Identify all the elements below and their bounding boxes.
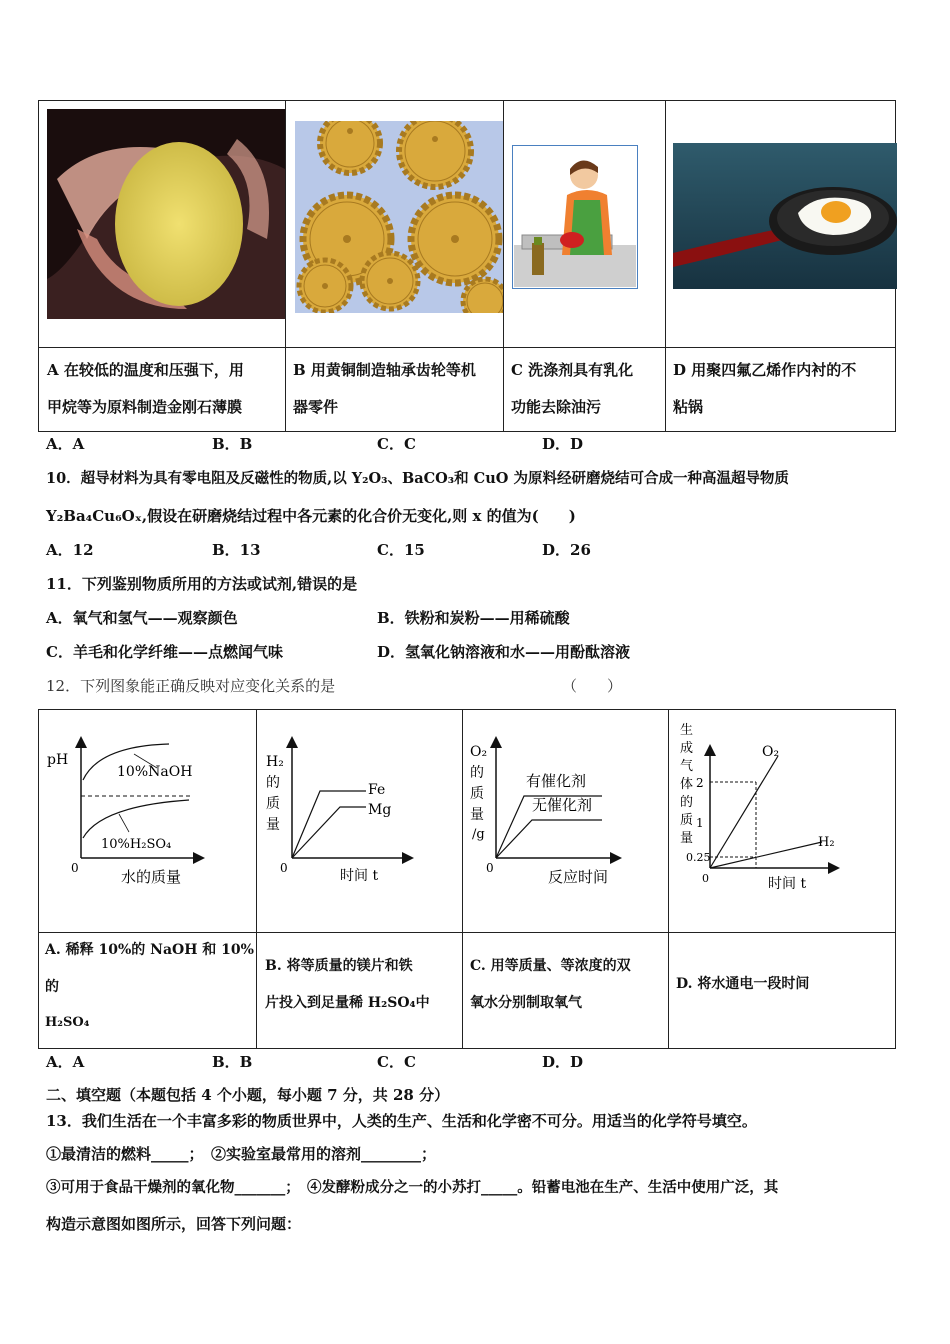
graph-c-ylabel-0: O₂ [470,744,488,760]
graph-a-label-naoh: 10%NaOH [117,764,193,780]
graph-d-ylabel-5: 质 [680,813,694,828]
q12-caption-b-line1: B. 将等质量的镁片和铁 [265,958,413,974]
q10-stem-line2: Y₂Ba₄Cu₆Oₓ,假设在研磨烧结过程中各元素的化合价无变化,则 x 的值为( ) [46,507,576,525]
graph-d-label-h2: H₂ [818,835,835,850]
graph-b-xlabel: 时间 t [340,868,379,884]
graph-d-ylabel-0: 生 [680,723,694,738]
graph-a [39,710,256,932]
graph-b-label-fe: Fe [368,782,386,798]
q9-cell-d-line2: 粘锅 [673,398,704,416]
graph-d-line-h2 [710,842,822,868]
q9-cell-c-line2: 功能去除油污 [511,398,602,416]
graph-c-xlabel: 反应时间 [548,868,609,886]
graph-d-origin: 0 [702,872,709,885]
q12-caption-d-line1: D. 将水通电一段时间 [676,976,810,992]
q12-answer-bracket: （ ） [562,677,623,695]
q12-caption-c-line2: 氧水分别制取氧气 [470,995,582,1011]
q11-stem: 11．下列鉴别物质所用的方法或试剂,错误的是 [46,575,358,593]
q10-option-b[interactable]: B．13 [212,541,261,559]
q10-stem-line1: 10．超导材料为具有零电阻及反磁性的物质,以 Y₂O₃、BaCO₃和 CuO 为原料经研磨烧结可合成一种高温超导物质 [46,470,789,487]
graph-b-ylabel-3: 量 [266,817,280,833]
q11-option-a[interactable]: A．氧气和氢气——观察颜色 [46,609,238,627]
graph-d-ylabel-4: 的 [680,795,694,810]
q12-option-b[interactable]: B．B [212,1053,253,1071]
q12-option-c[interactable]: C．C [377,1053,416,1071]
graph-c-ylabel-4: /g [472,827,485,842]
graph-c-ylabel-2: 质 [470,786,484,802]
washing-dishes-image [512,145,638,289]
q12-caption-a-line2: 的 [45,979,59,995]
graph-c-label-no-catalyst: 无催化剂 [532,796,593,814]
q11-option-c[interactable]: C．羊毛和化学纤维——点燃闻气味 [46,643,283,661]
q10-option-d[interactable]: D．26 [542,541,591,559]
q9-cell-d-line1: D 用聚四氟乙烯作内衬的不 [673,361,857,379]
q12-stem: 12．下列图象能正确反映对应变化关系的是 [46,677,336,695]
graph-a-curve-h2so4 [83,800,189,838]
q12-caption-c-line1: C. 用等质量、等浓度的双 [470,958,631,974]
graph-a-origin: 0 [71,861,79,875]
q12-caption-a-line3: H₂SO₄ [45,1015,90,1030]
q13-line2: ③可用于食品干燥剂的氧化物_______； ④发酵粉成分之一的小苏打_____。铅蓄电池在生产、生活中使用广泛，其 [46,1179,779,1196]
q9-cell-c-line1: C 洗涤剂具有乳化 [511,361,634,379]
gears-image [295,121,503,313]
graph-b-line-fe [292,791,366,858]
q12-option-d[interactable]: D．D [542,1053,584,1071]
q10-option-a[interactable]: A．12 [46,541,94,559]
graph-a-xlabel: 水的质量 [121,868,182,886]
graph-d-xlabel: 时间 t [768,876,807,892]
graph-b-origin: 0 [280,861,288,875]
q11-option-d[interactable]: D．氢氧化钠溶液和水——用酚酞溶液 [377,643,631,661]
q12-caption-b-line2: 片投入到足量稀 H₂SO₄中 [265,995,430,1011]
graph-d [668,710,895,932]
q9-option-c[interactable]: C．C [377,435,416,453]
q9-option-a[interactable]: A．A [46,435,85,453]
q12-table [38,709,896,1049]
graph-b-ylabel-0: H₂ [266,754,284,770]
graph-c-ylabel-3: 量 [470,807,484,823]
q9-cell-b-line1: B 用黄铜制造轴承齿轮等机 [293,361,476,379]
q9-cell-b-line2: 器零件 [293,398,339,416]
graph-d-tick-2: 2 [696,776,704,790]
graph-d-label-o2: O₂ [762,744,780,760]
graph-a-label-h2so4: 10%H₂SO₄ [101,837,172,852]
graph-d-tick-025: 0.25 [686,851,711,864]
graph-b-ylabel-1: 的 [266,775,280,791]
q10-option-c[interactable]: C．15 [377,541,425,559]
diamond-film-image [47,109,285,319]
q9-cell-a-line2: 甲烷等为原料制造金刚石薄膜 [47,398,243,416]
graph-d-ylabel-2: 气 [680,759,694,774]
graph-c-line-no-catalyst [496,820,602,858]
graph-b-label-mg: Mg [368,802,392,818]
graph-c-ylabel-1: 的 [470,765,484,781]
graph-c-label-catalyst: 有催化剂 [526,772,587,790]
non-stick-pan-image [673,143,897,289]
graph-a-ylabel: pH [47,752,69,768]
q13-line3: 构造示意图如图所示，回答下列问题： [46,1215,302,1233]
graph-c-origin: 0 [486,861,494,875]
graph-d-ylabel-6: 量 [680,831,694,846]
graph-b-ylabel-2: 质 [266,796,280,812]
graph-d-tick-1: 1 [696,816,704,830]
graph-d-line-o2 [710,756,778,868]
q11-option-b[interactable]: B．铁粉和炭粉——用稀硫酸 [377,609,570,627]
section2-heading: 二、填空题（本题包括 4 个小题，每小题 7 分，共 28 分） [46,1086,450,1104]
q9-option-b[interactable]: B．B [212,435,253,453]
graph-c [462,710,668,932]
q12-option-a[interactable]: A．A [46,1053,85,1071]
q9-cell-a-line1: A 在较低的温度和压强下，用 [47,361,244,379]
q9-option-d[interactable]: D．D [542,435,584,453]
graph-d-ylabel-1: 成 [680,741,694,756]
graph-d-ylabel-3: 体 [680,777,694,792]
q9-table [38,100,896,432]
q13-stem: 13．我们生活在一个丰富多彩的物质世界中，人类的生产、生活和化学密不可分。用适当的化学符号填空。 [46,1112,757,1130]
q12-caption-a-line1: A. 稀释 10%的 NaOH 和 10% [45,942,254,958]
q13-line1: ①最清洁的燃料_____； ②实验室最常用的溶剂________； [46,1145,437,1163]
graph-b [256,710,462,932]
